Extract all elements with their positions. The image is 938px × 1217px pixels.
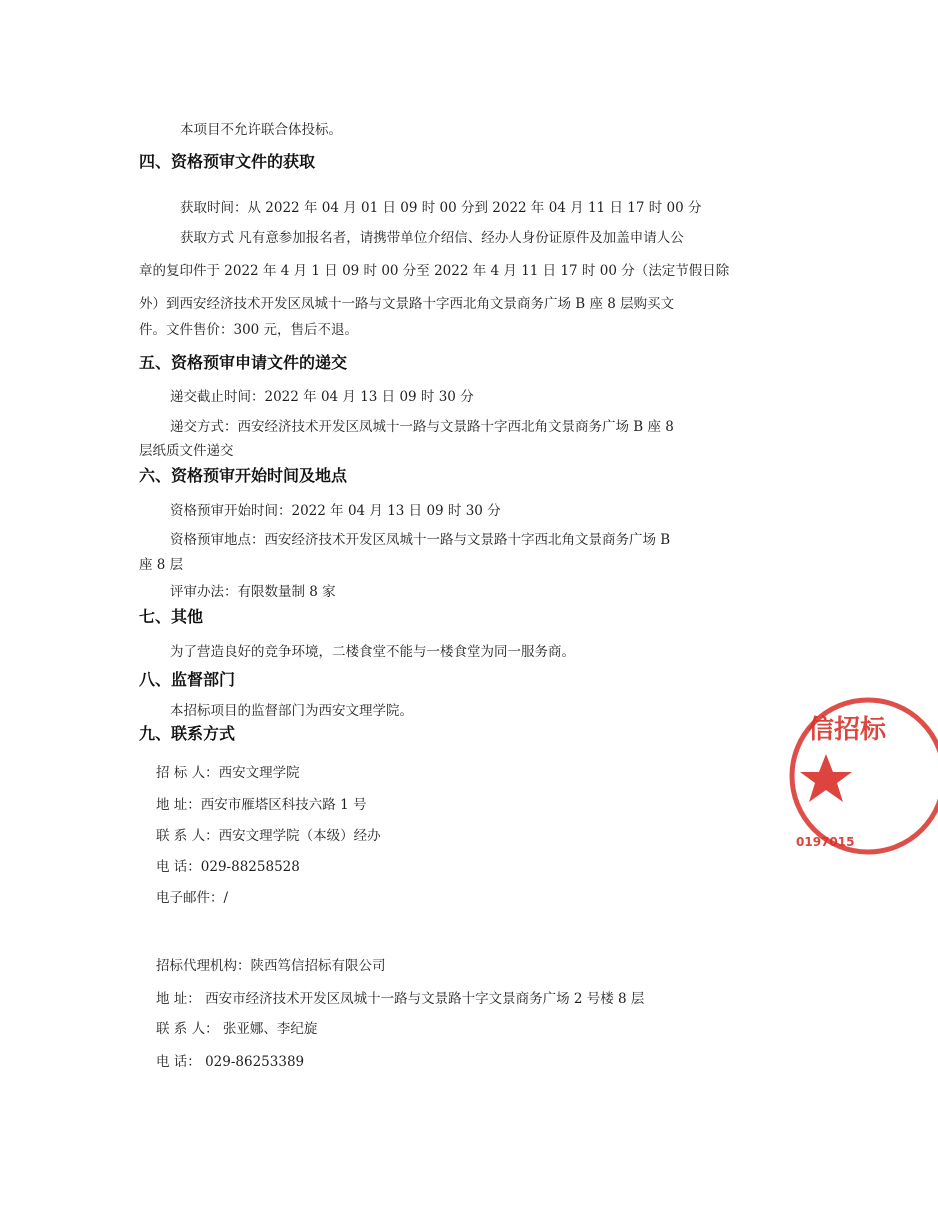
prequal-place-line-1: 资格预审地点：西安经济技术开发区凤城十一路与文景路十字西北角文景商务广场 B xyxy=(170,532,671,548)
seal-graphic xyxy=(788,690,938,862)
agency-phone: 电 话： 029-86253389 xyxy=(156,1054,305,1070)
prequal-place-line-2: 座 8 层 xyxy=(139,557,184,573)
obtain-method-line-1: 获取方式 凡有意参加报名者，请携带单位介绍信、经办人身份证原件及加盖申请人公 xyxy=(180,230,684,246)
agency-address: 地 址： 西安市经济技术开发区凤城十一路与文景路十字文景商务广场 2 号楼 8 层 xyxy=(156,991,645,1007)
tenderer-name: 招 标 人：西安文理学院 xyxy=(156,765,300,781)
supervision-note: 本招标项目的监督部门为西安文理学院。 xyxy=(170,703,413,719)
submit-deadline: 递交截止时间：2022 年 04 月 13 日 09 时 30 分 xyxy=(170,389,474,405)
seal-text-top: 信招标 xyxy=(808,715,887,745)
obtain-method-line-2: 章的复印件于 2022 年 4 月 1 日 09 时 00 分至 2022 年 4 月 11 日 17 时 00 分（法定节假日除 xyxy=(139,263,730,279)
section-9-heading: 九、联系方式 xyxy=(139,724,236,743)
tenderer-contact: 联 系 人：西安文理学院（本级）经办 xyxy=(156,828,381,844)
prequal-start-time: 资格预审开始时间：2022 年 04 月 13 日 09 时 30 分 xyxy=(170,503,501,519)
section-5-heading: 五、资格预审申请文件的递交 xyxy=(139,353,348,372)
tenderer-email: 电子邮件：/ xyxy=(156,890,229,906)
submit-method-line-2: 层纸质文件递交 xyxy=(139,443,234,459)
obtain-method-line-4: 件。文件售价：300 元，售后不退。 xyxy=(139,322,359,338)
submit-method-line-1: 递交方式：西安经济技术开发区凤城十一路与文景路十字西北角文景商务广场 B 座 8 xyxy=(170,419,674,435)
company-seal-stamp xyxy=(788,690,887,862)
other-note: 为了营造良好的竞争环境，二楼食堂不能与一楼食堂为同一服务商。 xyxy=(170,644,575,660)
review-method: 评审办法：有限数量制 8 家 xyxy=(170,584,336,600)
seal-star-icon xyxy=(800,754,852,802)
section-8-heading: 八、监督部门 xyxy=(139,670,236,689)
obtain-method-line-3: 外）到西安经济技术开发区凤城十一路与文景路十字西北角文景商务广场 B 座 8 层购买文 xyxy=(139,296,675,312)
agency-name: 招标代理机构：陕西笃信招标有限公司 xyxy=(156,958,386,974)
no-joint-bid-note: 本项目不允许联合体投标。 xyxy=(180,122,342,138)
seal-number: 0197015 xyxy=(796,835,855,849)
section-7-heading: 七、其他 xyxy=(139,607,204,626)
obtain-time: 获取时间：从 2022 年 04 月 01 日 09 时 00 分到 2022 年 04 月 11 日 17 时 00 分 xyxy=(180,200,702,216)
agency-contact: 联 系 人： 张亚娜、李纪旋 xyxy=(156,1021,318,1037)
tenderer-phone: 电 话：029-88258528 xyxy=(156,859,300,875)
section-4-heading: 四、资格预审文件的获取 xyxy=(139,152,316,171)
section-6-heading: 六、资格预审开始时间及地点 xyxy=(139,466,348,485)
tenderer-address: 地 址：西安市雁塔区科技六路 1 号 xyxy=(156,797,367,813)
